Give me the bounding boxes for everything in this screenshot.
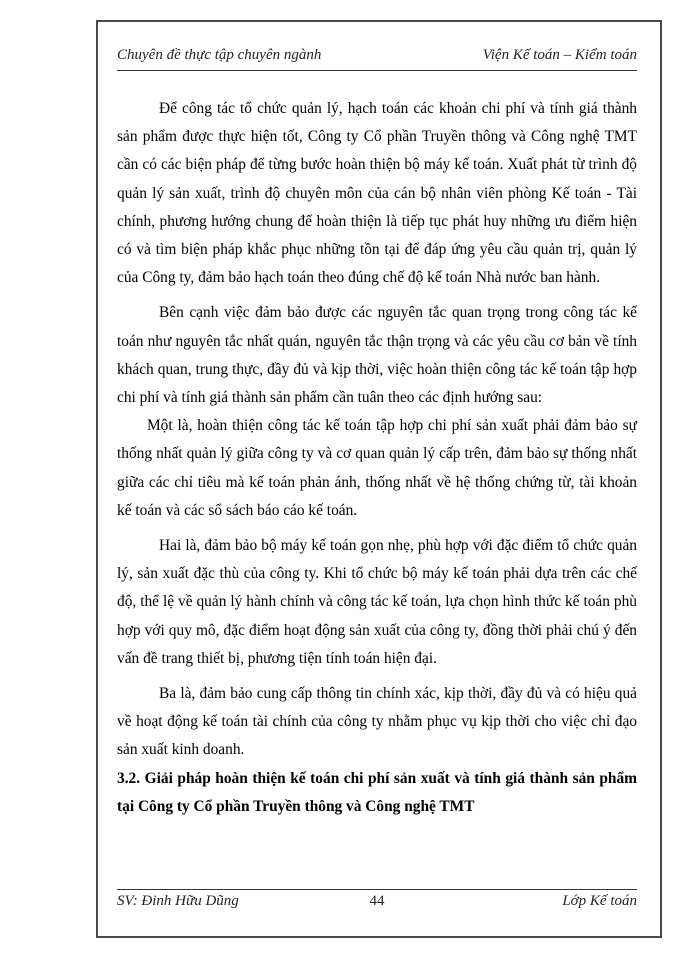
page-footer (117, 893, 637, 915)
footer-divider (117, 889, 637, 890)
paragraph-1: Để công tác tổ chức quản lý, hạch toán các khoản chi phí và tính giá thành sản phẩm được thực hiện tốt, Công ty Cổ phần Truyền thông và Công nghệ TMT cần có các biện pháp để từng bước hoàn thiện bộ máy kế toán. Xuất phát từ trình độ quản lý sản xuất, trình độ chuyên môn của cán bộ nhân viên phòng Kế toán - Tài chính, phương hướng chung để hoàn thiện là tiếp tục phát huy những ưu điểm hiện có và tìm biện pháp khắc phục những tồn tại để đáp ứng yêu cầu quản trị, quản lý của Công ty, đảm bảo hạch toán theo đúng chế độ kế toán Nhà nước ban hành. (117, 100, 637, 287)
section-heading: 3.2. Giải pháp hoàn thiện kế toán chi phí sản xuất và tính giá thành sản phẩm tại Công ty Cổ phần Truyền thông và Công nghệ TMT (117, 769, 637, 815)
page-number: 44 (369, 893, 385, 909)
paragraph-2: Bên cạnh việc đảm bảo được các nguyên tắc quan trọng trong công tác kế toán như nguyên tắc nhất quán, nguyên tắc thận trọng và các yêu cầu cơ bản về tính khách quan, trung thực, đầy đủ và kịp thời, việc hoàn thiện công tác kế toán tập hợp chi phí và tính giá thành sản phẩm cần tuân theo các định hướng sau: (117, 304, 637, 407)
header-right-text: Viện Kế toán – Kiểm toán (482, 47, 637, 63)
paragraph-4: Hai là, đảm bảo bộ máy kế toán gọn nhẹ, phù hợp với đặc điểm tổ chức quản lý, sản xuất đặc thù của công ty. Khi tổ chức bộ máy kế toán phải dựa trên các chế độ, thể lệ về quản lý hành chính và công tác kế toán, lựa chọn hình thức kế toán phù hợp với quy mô, đặc điểm hoạt động sản xuất của công ty, đồng thời phải chú ý đến vấn đề trang thiết bị, phương tiện tính toán hiện đại. (117, 537, 637, 667)
body-content (117, 95, 637, 821)
header-divider (117, 70, 637, 71)
paragraph-5: Ba là, đảm bảo cung cấp thông tin chính xác, kịp thời, đầy đủ và có hiệu quả về hoạt động kế toán tài chính của công ty nhằm phục vụ kịp thời cho việc chỉ đạo sản xuất kinh doanh. (117, 685, 637, 759)
footer-class-name: Lớp Kế toán (562, 893, 637, 909)
page-header (117, 47, 637, 69)
paragraph-3: Một là, hoàn thiện công tác kế toán tập hợp chi phí sản xuất phải đảm bảo sự thống nhất quản lý giữa công ty và cơ quan quản lý cấp trên, đảm bảo sự thống nhất giữa các chỉ tiêu mà kế toán phản ánh, thống nhất về hệ thống chứng từ, tài khoản kế toán và các sổ sách báo cáo kế toán. (117, 417, 637, 519)
footer-student-name: SV: Đinh Hữu Dũng (117, 893, 239, 909)
header-left-text: Chuyên đề thực tập chuyên ngành (117, 47, 322, 63)
